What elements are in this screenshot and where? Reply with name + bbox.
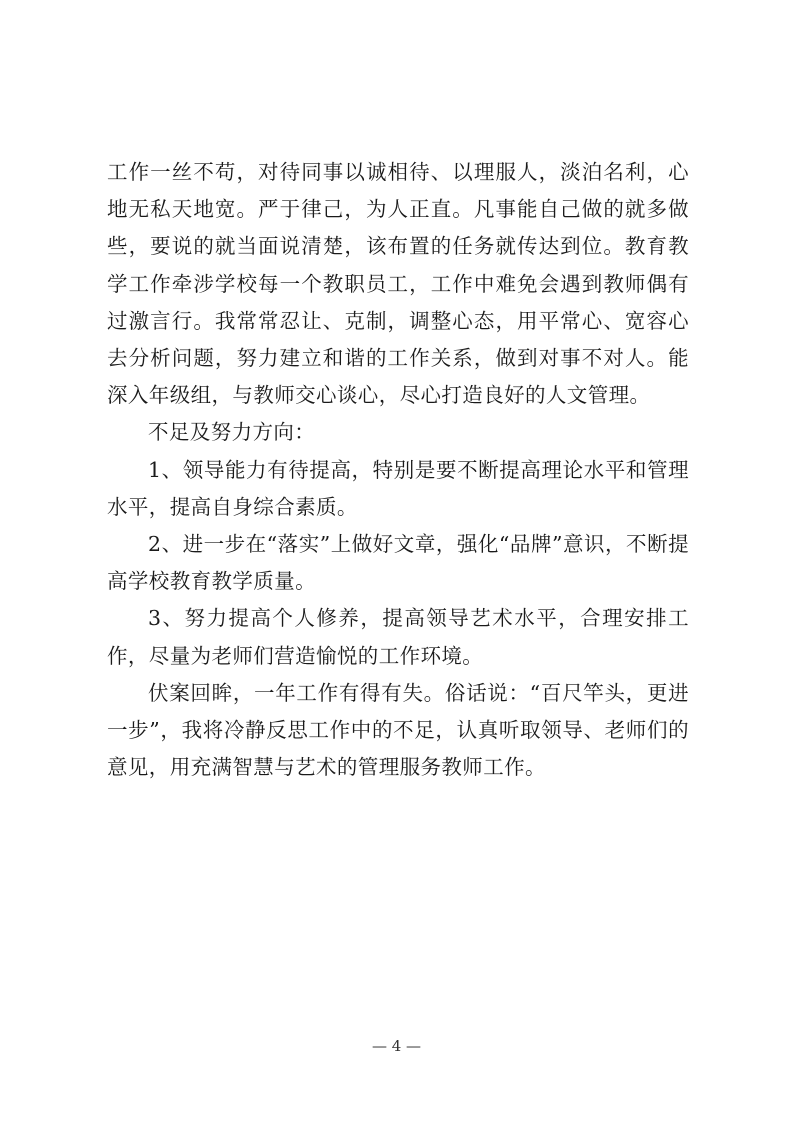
paragraph-item-3: 3、努力提高个人修养，提高领导艺术水平，合理安排工作，尽量为老师们营造愉悦的工作环境。 — [107, 606, 689, 668]
document-body — [107, 154, 689, 786]
paragraph-item-2: 2、进一步在“落实”上做好文章，强化“品牌”意识，不断提高学校教育教学质量。 — [107, 532, 689, 594]
paragraph-item-1: 1、领导能力有待提高，特别是要不断提高理论水平和管理水平，提高自身综合素质。 — [107, 457, 689, 519]
paragraph-conclusion: 伏案回眸，一年工作有得有失。俗话说：“百尺竿头，更进一步”，我将冷静反思工作中的不足，认真听取领导、老师们的意见，用充满智慧与艺术的管理服务教师工作。 — [107, 680, 689, 780]
page-number: — 4 — — [371, 1037, 422, 1055]
paragraph-continuation: 工作一丝不苟，对待同事以诚相待、以理服人，淡泊名利，心地无私天地宽。严于律己，为人正直。凡事能自己做的就多做些，要说的就当面说清楚，该布置的任务就传达到位。教育教学工作牵涉学校每一个教职员工，工作中难免会遇到教师偶有过激言行。我常常忍让、克制，调整心态，用平常心、宽容心去分析问题，努力建立和谐的工作关系，做到对事不对人。能深入年级组，与教师交心谈心，尽心打造良好的人文管理。 — [107, 160, 689, 408]
paragraph-heading-shortcomings: 不足及努力方向： — [148, 420, 316, 445]
